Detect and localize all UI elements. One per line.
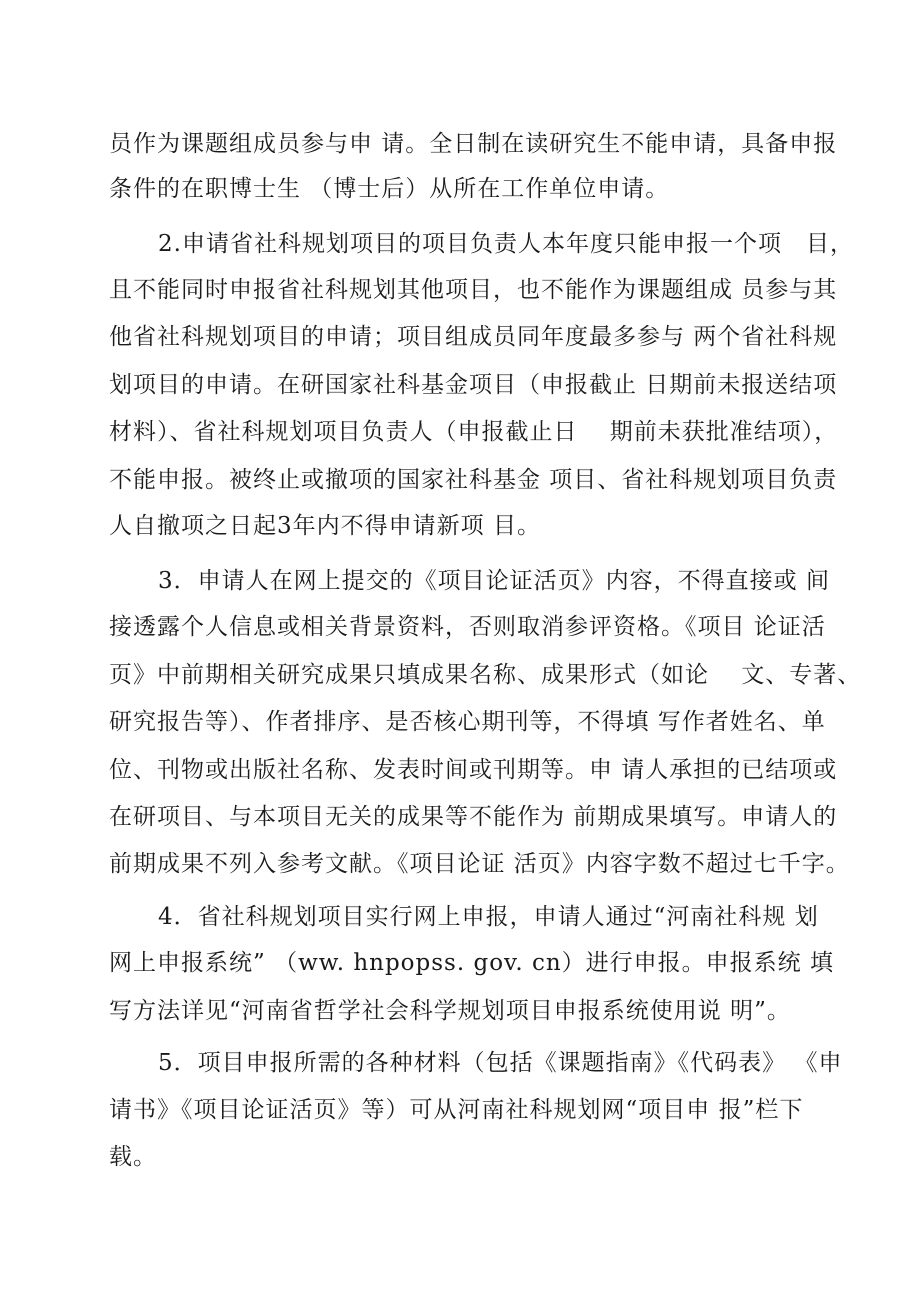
text-line: 前期成果不列入参考文献。《项目论证 活页》内容字数不超过七千字。 xyxy=(109,851,850,877)
text-line: 写方法详见“河南省哲学社会科学规划项目申报系统使用说 明”。 xyxy=(109,998,791,1024)
paragraph-5-start: 5．项目申报所需的各种材料（包括《课题指南》《代码表》 《申 xyxy=(158,1050,843,1076)
text-line: 接透露个人信息或相关背景资料，否则取消参评资格。《项目 论证活 xyxy=(109,614,826,640)
text-line: 请书》《项目论证活页》等）可从河南社科规划网“项目申 报”栏下 xyxy=(109,1097,804,1123)
text-line: 且不能同时申报省社科规划其他项目，也不能作为课题组成 员参与其 xyxy=(109,277,838,303)
paragraph-4-start: 4．省社科规划项目实行网上申报，申请人通过“河南社科规 划 xyxy=(158,904,819,930)
text-line: 他省社科规划项目的申请；项目组成员同年度最多参与 两个省社科规 xyxy=(109,324,838,350)
paragraph-3-start: 3．申请人在网上提交的《项目论证活页》内容，不得直接或 间 xyxy=(158,568,830,594)
paragraph-2-start: 2.申请省社科规划项目的项目负责人本年度只能申报一个项 目， xyxy=(158,231,854,257)
text-line: 不能申报。被终止或撤项的国家社科基金 项目、省社科规划项目负责 xyxy=(109,467,838,493)
text-line: 研究报告等）、作者排序、是否核心期刊等，不得填 写作者姓名、单 xyxy=(109,709,826,735)
text-line: 在研项目、与本项目无关的成果等不能作为 前期成果填写。申请人的 xyxy=(109,804,838,830)
text-line: 划项目的申请。在研国家社科基金项目（申报截止 日期前未报送结项 xyxy=(109,372,838,398)
text-line: 位、刊物或出版社名称、发表时间或刊期等。申 请人承担的已结项或 xyxy=(109,757,838,783)
text-line: 页》中前期相关研究成果只填成果名称、成果形式（如论 文、专著、 xyxy=(109,662,862,688)
text-line: 材料）、省社科规划项目负责人（申报截止日 期前未获批准结项）， xyxy=(109,419,839,445)
text-line: 员作为课题组成员参与申 请。全日制在读研究生不能申请，具备申报 xyxy=(109,131,838,157)
text-line: 网上申报系统” （ww. hnpopss. gov. cn）进行申报。申报系统 填 xyxy=(109,950,834,976)
text-line: 载。 xyxy=(109,1144,157,1170)
text-line: 条件的在职博士生 （博士后）从所在工作单位申请。 xyxy=(109,176,670,202)
text-line: 人自撤项之日起3年内不得申请新项 目。 xyxy=(109,513,541,539)
